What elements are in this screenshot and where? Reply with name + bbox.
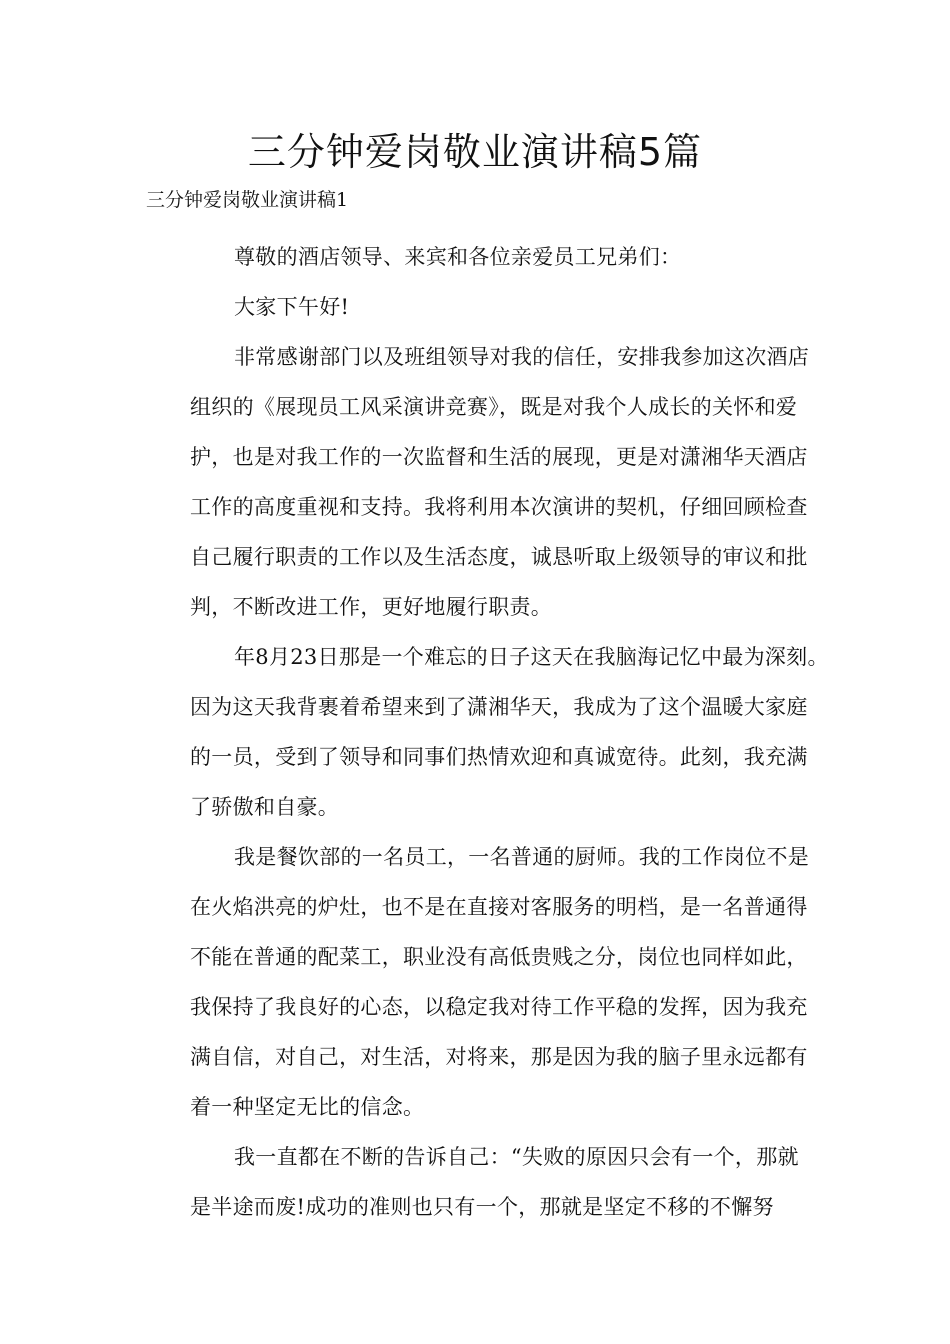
paragraph-hello	[146, 282, 836, 332]
paragraph-line: 满自信，对自己，对生活，对将来，那是因为我的脑子里永远都有	[190, 1045, 808, 1069]
paragraph-line: 组织的《展现员工风采演讲竞赛》，既是对我个人成长的关怀和爱	[190, 395, 798, 419]
paragraph-line: 在火焰洪亮的炉灶，也不是在直接对客服务的明档，是一名普通得	[190, 895, 808, 919]
paragraph-line: 判，不断改进工作，更好地履行职责。	[190, 595, 553, 619]
paragraph-belief	[146, 1132, 836, 1232]
paragraph-line: 护，也是对我工作的一次监督和生活的展现，更是对潇湘华天酒店	[190, 445, 808, 469]
paragraph-line: 不能在普通的配菜工，职业没有高低贵贱之分，岗位也同样如此，	[190, 945, 808, 969]
paragraph-line: 是半途而废!成功的准则也只有一个，那就是坚定不移的不懈努	[190, 1195, 774, 1219]
paragraph-line: 着一种坚定无比的信念。	[190, 1095, 425, 1119]
paragraph-line: 了骄傲和自豪。	[190, 795, 340, 819]
paragraph-memory	[146, 632, 836, 832]
paragraph-role	[146, 832, 836, 1132]
paragraph-line: 我是餐饮部的一名员工，一名普通的厨师。我的工作岗位不是	[234, 845, 810, 869]
paragraph-line: 我保持了我良好的心态，以稳定我对待工作平稳的发挥，因为我充	[190, 995, 808, 1019]
paragraph-line: 自己履行职责的工作以及生活态度，诚恳听取上级领导的审议和批	[190, 545, 808, 569]
document-subtitle: 三分钟爱岗敬业演讲稿1	[146, 189, 349, 211]
paragraph-line: 尊敬的酒店领导、来宾和各位亲爱员工兄弟们：	[234, 245, 682, 269]
document-body	[146, 232, 836, 1232]
paragraph-line: 我一直都在不断的告诉自己：“失败的原因只会有一个，那就	[234, 1145, 799, 1169]
paragraph-line: 因为这天我背裹着希望来到了潇湘华天，我成为了这个温暖大家庭	[190, 695, 808, 719]
paragraph-greeting	[146, 232, 836, 282]
paragraph-line: 工作的高度重视和支持。我将利用本次演讲的契机，仔细回顾检查	[190, 495, 808, 519]
paragraph-line: 的一员，受到了领导和同事们热情欢迎和真诚宽待。此刻，我充满	[190, 745, 808, 769]
paragraph-thanks	[146, 332, 836, 632]
paragraph-line: 大家下午好!	[234, 295, 350, 319]
document-title: 三分钟爱岗敬业演讲稿5篇	[247, 130, 703, 174]
paragraph-line: 年8月23日那是一个难忘的日子这天在我脑海记忆中最为深刻。	[234, 645, 829, 669]
paragraph-line: 非常感谢部门以及班组领导对我的信任，安排我参加这次酒店	[234, 345, 810, 369]
